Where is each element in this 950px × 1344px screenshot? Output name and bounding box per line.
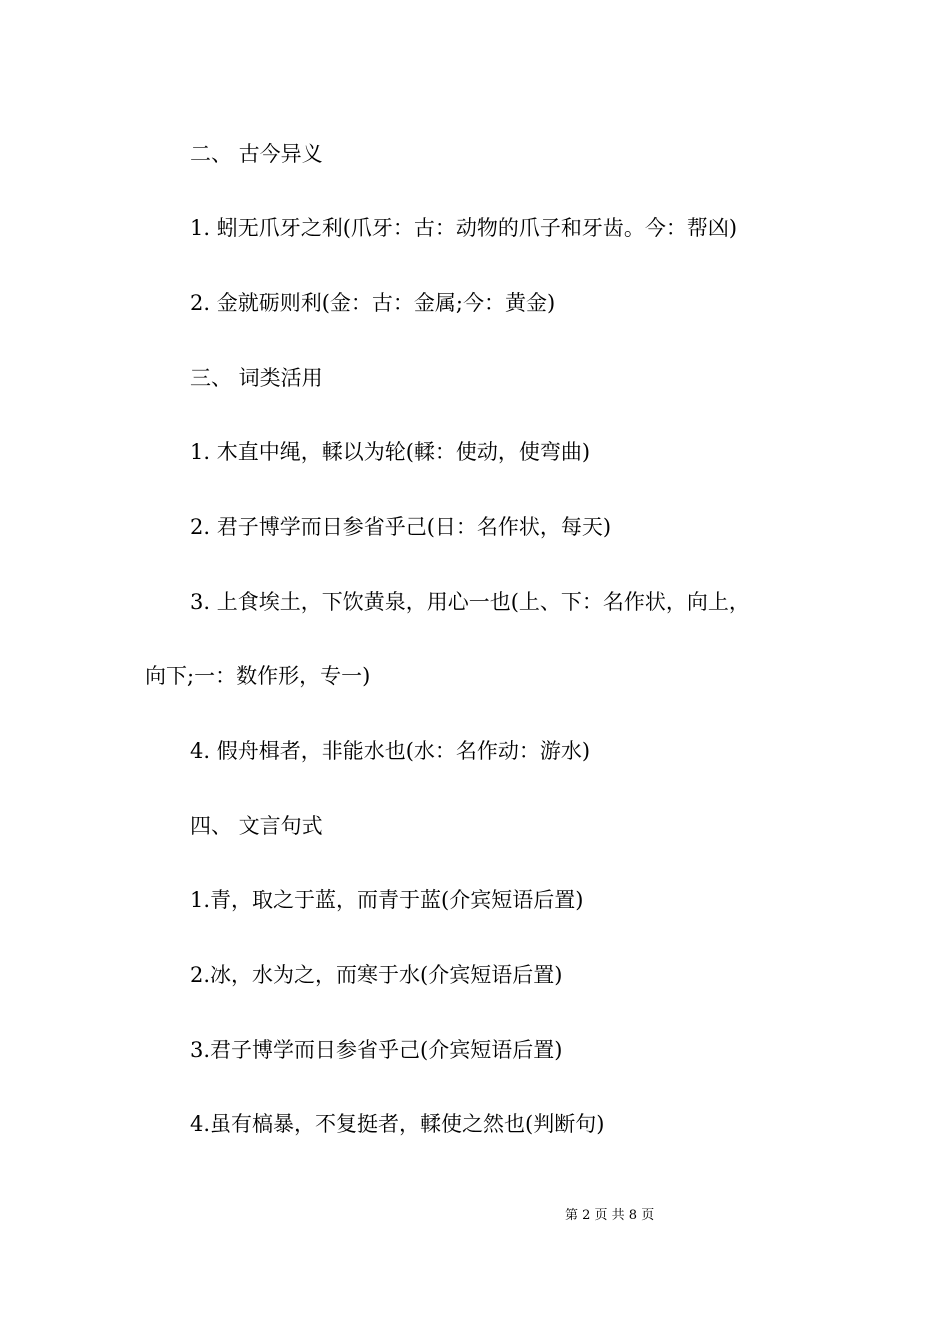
section-heading-cilei-huoyong: 三、 词类活用 bbox=[190, 366, 323, 390]
text-line: 2. 君子博学而日参省乎己(日：名作状，每天) bbox=[190, 515, 612, 539]
text-line: 4.虽有槁暴，不复挺者，輮使之然也(判断句) bbox=[190, 1112, 605, 1136]
text-line-continuation: 向下;一：数作形，专一) bbox=[145, 664, 371, 688]
text-line: 2. 金就砺则利(金：古：金属;今：黄金) bbox=[190, 291, 556, 315]
text-line: 3.君子博学而日参省乎己(介宾短语后置) bbox=[190, 1038, 563, 1062]
text-line: 1.青，取之于蓝，而青于蓝(介宾短语后置) bbox=[190, 888, 584, 912]
text-line: 4. 假舟楫者，非能水也(水：名作动：游水) bbox=[190, 739, 591, 763]
section-heading-wenyan-jushi: 四、 文言句式 bbox=[190, 814, 323, 838]
text-line: 1. 蚓无爪牙之利(爪牙：古：动物的爪子和牙齿。今：帮凶) bbox=[190, 216, 738, 240]
text-line: 3. 上食埃土，下饮黄泉，用心一也(上、下：名作状，向上， bbox=[190, 590, 750, 614]
text-line: 1. 木直中绳，輮以为轮(輮：使动，使弯曲) bbox=[190, 440, 591, 464]
text-line: 2.冰，水为之，而寒于水(介宾短语后置) bbox=[190, 963, 563, 987]
page-number-footer: 第 2 页 共 8 页 bbox=[565, 1208, 655, 1223]
section-heading-gujin-yiyi: 二、 古今异义 bbox=[190, 142, 323, 166]
